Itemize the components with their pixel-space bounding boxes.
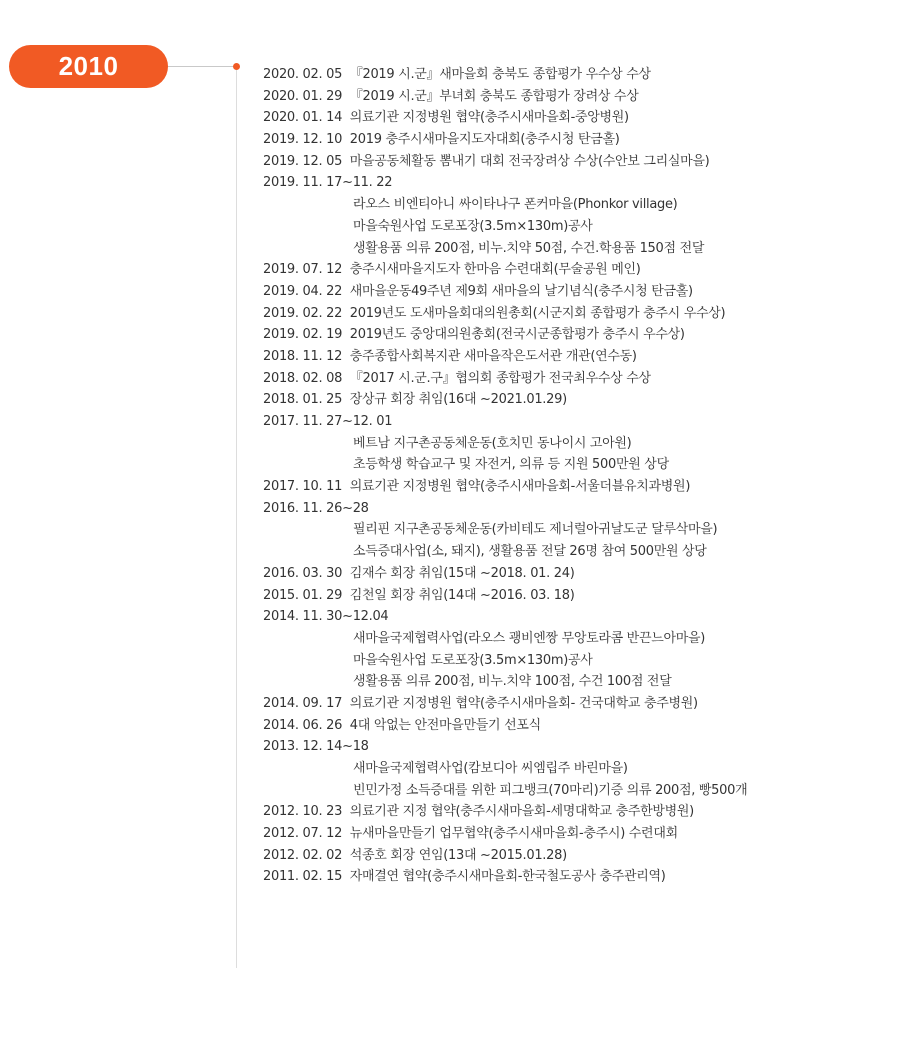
entry-text: 충주시새마을지도자 한마음 수련대회(무술공원 메인): [349, 262, 641, 278]
timeline-connector: [168, 66, 237, 67]
timeline-detail: [263, 216, 747, 238]
entry-date: 2018. 02. 08: [263, 370, 343, 386]
entry-text: 빈민가정 소득증대를 위한 피그뱅크(70마리)기증 의류 200점, 빵500개: [353, 782, 748, 798]
entry-text: 의료기관 지정병원 협약(충주시새마을회-서울더블유치과병원): [349, 479, 691, 495]
timeline-entry: [263, 389, 747, 411]
entry-text: 충주종합사회복지관 새마을작은도서관 개관(연수동): [349, 348, 637, 364]
entry-date: 2013. 12. 14~18: [263, 739, 369, 755]
timeline-entry: [263, 86, 747, 108]
timeline-detail: [263, 194, 747, 216]
entry-date: 2016. 03. 30: [263, 565, 343, 581]
entry-date: 2019. 02. 22: [263, 305, 343, 321]
entry-date: 2020. 01. 29: [263, 88, 343, 104]
entry-date: 2012. 02. 02: [263, 847, 343, 863]
entry-date: 2017. 11. 27~12. 01: [263, 414, 393, 429]
timeline-entry: [263, 498, 747, 520]
entry-text: 자매결연 협약(충주시새마을회-한국철도공사 충주관리역): [349, 869, 666, 885]
entry-date: 2019. 12. 10: [263, 132, 343, 148]
timeline-entry: [263, 303, 747, 325]
timeline-entry: [263, 476, 747, 498]
entry-text: 2019 충주시새마을지도자대회(충주시청 탄금홀): [349, 132, 620, 148]
timeline-entry: [263, 172, 747, 194]
timeline-entry: [263, 563, 747, 585]
timeline-detail: [263, 780, 747, 802]
timeline-entry: [263, 324, 747, 346]
timeline-entry: [263, 715, 747, 737]
entry-text: 김재수 회장 취임(15대 ~2018. 01. 24): [349, 565, 575, 581]
timeline-list: [263, 64, 747, 888]
entry-date: 2012. 10. 23: [263, 804, 343, 820]
timeline-entry: [263, 693, 747, 715]
timeline-entry: [263, 259, 747, 281]
timeline-detail: [263, 238, 747, 260]
entry-text: 2019년도 중앙대의원총회(전국시군종합평가 충주시 우수상): [349, 327, 685, 343]
entry-text: 4대 악없는 안전마을만들기 선포식: [349, 717, 541, 733]
entry-text: 의료기관 지정 협약(충주시새마을회-세명대학교 충주한방병원): [349, 804, 694, 820]
entry-date: 2015. 01. 29: [263, 587, 343, 603]
timeline-detail: [263, 433, 747, 455]
timeline-detail: [263, 650, 747, 672]
entry-text: 마을공동체활동 뽐내기 대회 전국장려상 수상(수안보 그리실마을): [349, 153, 710, 169]
entry-date: 2014. 11. 30~12.04: [263, 609, 389, 625]
entry-text: 뉴새마을만들기 업무협약(충주시새마을회-충주시) 수련대회: [349, 826, 678, 842]
entry-text: 장상규 회장 취임(16대 ~2021.01.29): [349, 392, 567, 408]
entry-text: 생활용품 의류 200점, 비누.치약 100점, 수건 100점 전달: [353, 674, 672, 690]
timeline-entry: [263, 129, 747, 151]
entry-text: 새마을국제협력사업(라오스 괭비엔짱 무앙토라콤 반끈느아마을): [353, 630, 706, 646]
timeline-entry: [263, 346, 747, 368]
entry-date: 2018. 01. 25: [263, 392, 343, 408]
entry-text: 『2019 시.군』부녀회 충북도 종합평가 장려상 수상: [349, 88, 639, 104]
timeline-entry: [263, 845, 747, 867]
timeline-entry: [263, 107, 747, 129]
entry-date: 2017. 10. 11: [263, 479, 343, 495]
timeline-entry: [263, 281, 747, 303]
timeline-entry: [263, 823, 747, 845]
entry-text: 필리핀 지구촌공동체운동(카비테도 제너럴아귀날도군 달루삭마을): [353, 522, 718, 538]
entry-text: 생활용품 의류 200점, 비누.치약 50점, 수건.학용품 150점 전달: [353, 240, 705, 256]
entry-text: 새마을운동49주년 제9회 새마을의 날기념식(충주시청 탄금홀): [349, 283, 693, 299]
entry-text: 2019년도 도새마을회대의원총회(시군지회 종합평가 충주시 우수상): [349, 305, 726, 321]
timeline-entry: [263, 736, 747, 758]
timeline-detail: [263, 628, 747, 650]
timeline-vertical-line: [236, 70, 237, 968]
entry-date: 2014. 09. 17: [263, 695, 343, 711]
entry-text: 마을숙원사업 도로포장(3.5m×130m)공사: [353, 652, 593, 668]
entry-text: 『2017 시.군.구』협의회 종합평가 전국최우수상 수상: [349, 370, 651, 386]
entry-date: 2019. 07. 12: [263, 262, 343, 278]
entry-text: 김천일 회장 취임(14대 ~2016. 03. 18): [349, 587, 575, 603]
entry-text: 라오스 비엔티아니 싸이타나구 폰커마을(Phonkor village): [353, 197, 678, 213]
timeline-entry: [263, 606, 747, 628]
timeline-entry: [263, 151, 747, 173]
timeline-detail: [263, 541, 747, 563]
timeline-entry: [263, 64, 747, 86]
entry-text: 의료기관 지정병원 협약(충주시새마을회-중앙병원): [349, 110, 629, 126]
entry-date: 2019. 11. 17~11. 22: [263, 175, 393, 191]
entry-text: 새마을국제협력사업(캄보디아 씨엠립주 바린마을): [353, 761, 628, 776]
entry-text: 의료기관 지정병원 협약(충주시새마을회- 건국대학교 충주병원): [349, 695, 698, 711]
entry-date: 2020. 02. 05: [263, 67, 343, 82]
entry-date: 2012. 07. 12: [263, 826, 343, 842]
entry-date: 2019. 12. 05: [263, 153, 343, 169]
year-badge: 2010: [9, 45, 168, 88]
entry-date: 2014. 06. 26: [263, 717, 343, 733]
entry-date: 2019. 02. 19: [263, 327, 343, 343]
timeline-detail: [263, 454, 747, 476]
timeline-dot: [233, 63, 240, 70]
entry-date: 2020. 01. 14: [263, 110, 343, 126]
entry-text: 초등학생 학습교구 및 자전거, 의류 등 지원 500만원 상당: [353, 457, 669, 473]
timeline-entry: [263, 866, 747, 888]
timeline-entry: [263, 801, 747, 823]
timeline-entry: [263, 411, 747, 433]
entry-date: 2016. 11. 26~28: [263, 500, 369, 516]
entry-date: 2019. 04. 22: [263, 283, 343, 299]
timeline-detail: [263, 671, 747, 693]
timeline-detail: [263, 519, 747, 541]
entry-date: 2011. 02. 15: [263, 869, 343, 885]
entry-text: 석종호 회장 연임(13대 ~2015.01.28): [349, 847, 567, 863]
timeline-entry: [263, 585, 747, 607]
entry-text: 마을숙원사업 도로포장(3.5m×130m)공사: [353, 218, 593, 234]
timeline-detail: [263, 758, 747, 780]
entry-text: 소득증대사업(소, 돼지), 생활용품 전달 26명 참여 500만원 상당: [353, 544, 707, 560]
timeline-entry: [263, 368, 747, 390]
entry-date: 2018. 11. 12: [263, 348, 343, 364]
entry-text: 베트남 지구촌공동체운동(호치민 동나이시 고아원): [353, 435, 632, 451]
entry-text: 『2019 시.군』새마을회 충북도 종합평가 우수상 수상: [349, 67, 651, 82]
